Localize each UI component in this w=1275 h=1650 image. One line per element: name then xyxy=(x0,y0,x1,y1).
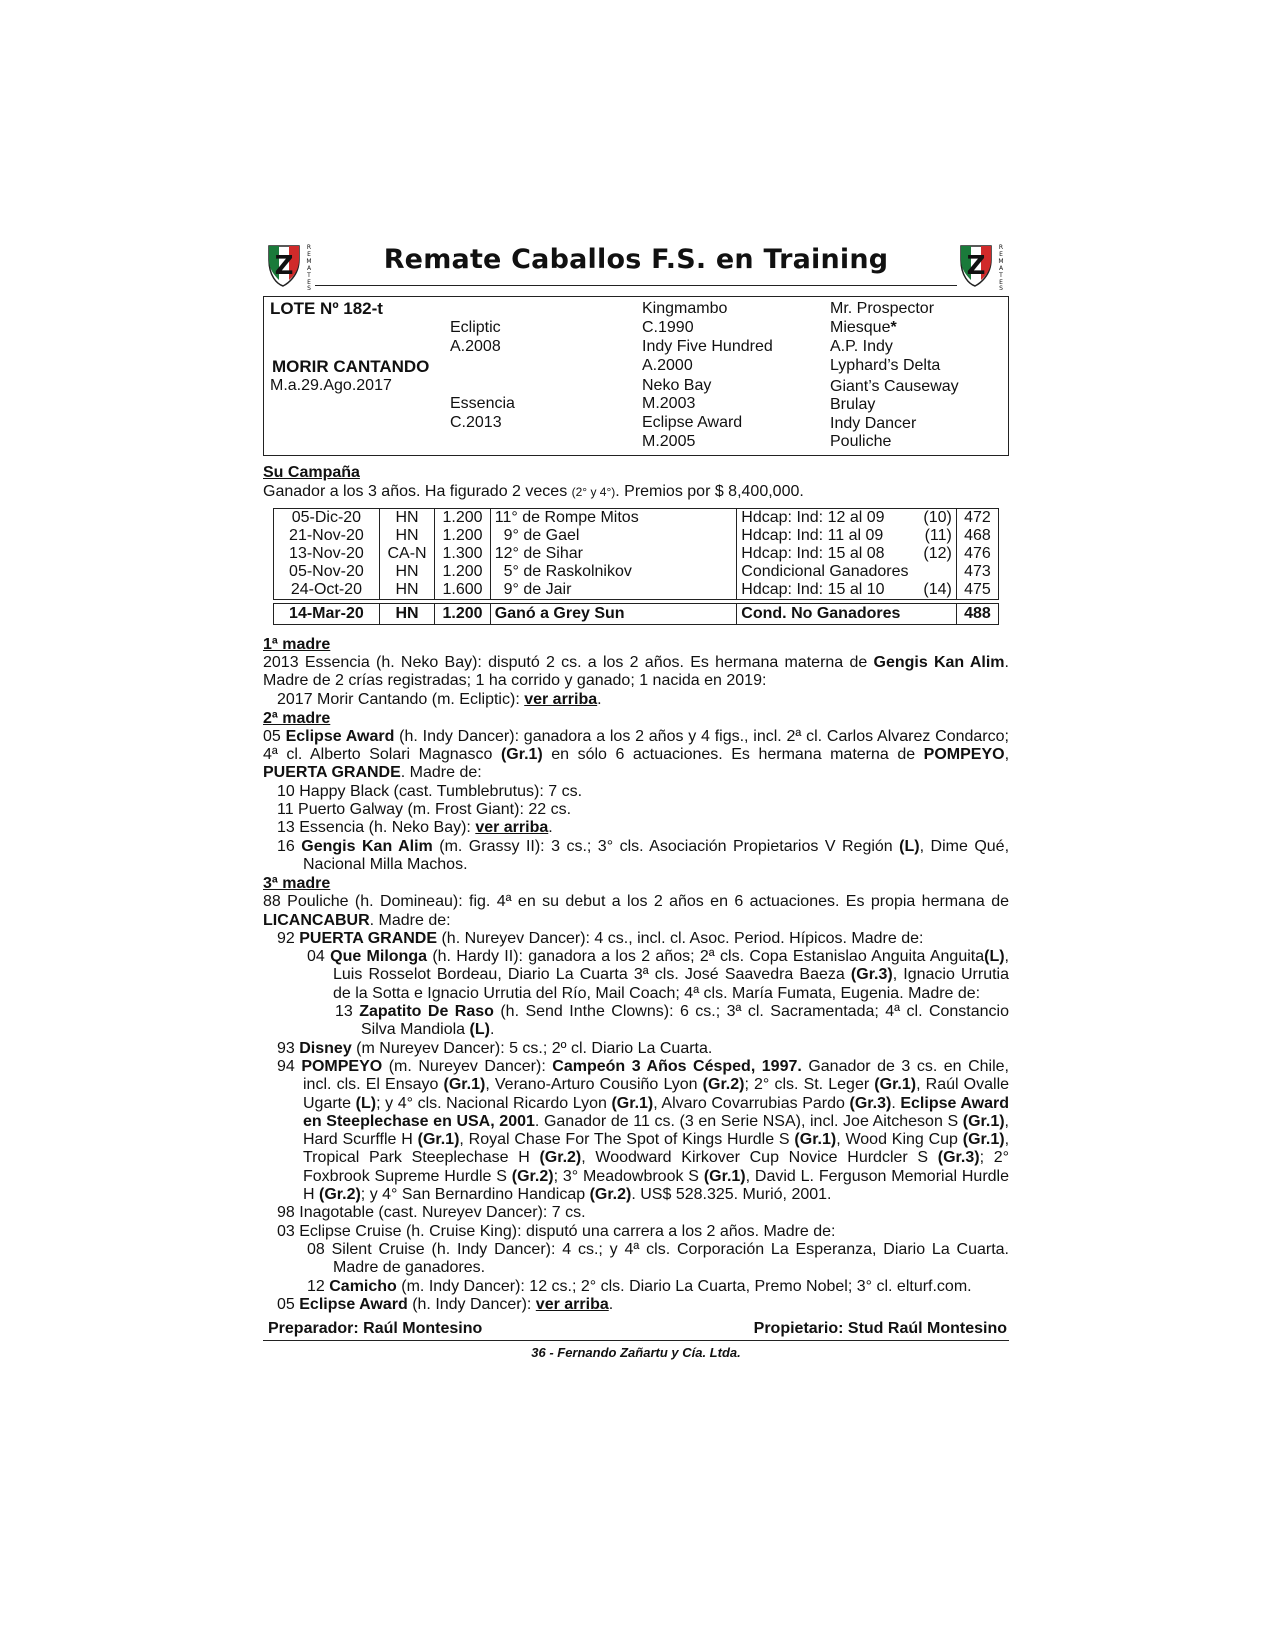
race-result: 9° de Gael xyxy=(490,527,737,545)
race-row xyxy=(274,509,999,528)
race-date: 05-Dic-20 xyxy=(274,509,380,528)
svg-text:E: E xyxy=(999,279,1003,286)
text: en sólo 6 actuaciones. Es hermana materna de xyxy=(542,746,924,764)
text-bold: Gengis Kan Alim xyxy=(873,654,1005,671)
svg-text:E: E xyxy=(307,251,311,258)
svg-text:Z: Z xyxy=(274,251,294,281)
text-bold: (Gr.2) xyxy=(319,1186,361,1204)
race-distance: 1.200 xyxy=(435,527,490,545)
svg-text:E: E xyxy=(999,251,1003,258)
ancestor-2-name: Miesque xyxy=(830,319,891,336)
text-bold: Camicho xyxy=(329,1277,397,1295)
text: ; 2° cls. St. Leger xyxy=(744,1076,875,1094)
third-dam-paragraph xyxy=(263,893,1009,930)
page-title: Remate Caballos F.S. en Training xyxy=(383,244,889,275)
text-bold: (Gr.1) xyxy=(794,1131,837,1149)
svg-text:A: A xyxy=(998,265,1004,272)
text: (h. Indy Dancer): ganadora a los 2 años y 4 figs., incl. 2ª cl. Carlos Alvarez Condarco; 4ª cl. Alberto Solari Magnasco xyxy=(263,727,1009,764)
text: , Tropical Park Steeplechase H xyxy=(303,1131,1010,1167)
text: 88 Pouliche (h. Domineau): fig. 4ª en su debut a los 2 años en 6 actuaciones. Es propia hermana de xyxy=(263,893,1009,911)
text: 13 Essencia (h. Neko Bay): xyxy=(277,819,476,837)
horse-name: MORIR CANTANDO xyxy=(272,357,430,376)
race-distance: 1.200 xyxy=(435,604,490,625)
text: . xyxy=(489,1021,495,1039)
svg-text:A: A xyxy=(306,265,312,272)
granddam-2-info: M.2005 xyxy=(642,433,696,450)
race-condition: Hdcap: Ind: 15 al 10 xyxy=(737,581,918,600)
offspring-item xyxy=(263,1058,1009,1204)
text-bold: (Gr.1) xyxy=(500,746,543,764)
svg-text:S: S xyxy=(999,285,1003,290)
offspring-item: 10 Happy Black (cast. Tumblebrutus): 7 cs. xyxy=(277,782,583,800)
text-bold: PUERTA GRANDE xyxy=(263,764,401,782)
text-bold: Eclipse Award xyxy=(285,727,395,745)
granddam-1: Indy Five Hundred xyxy=(642,338,773,355)
text: ; 2° Foxbrook Supreme Hurdle S xyxy=(303,1149,1009,1185)
text: . xyxy=(608,1295,614,1313)
ver-arriba-link: ver arriba xyxy=(475,819,549,837)
text-bold: Zapatito De Raso xyxy=(359,1003,494,1021)
campaign-text: Ganador a los 3 años. Ha figurado 2 veces xyxy=(263,483,572,500)
offspring-item: 98 Inagotable (cast. Nureyev Dancer): 7 cs. xyxy=(277,1204,586,1222)
text-bold: (Gr.1) xyxy=(962,1131,1005,1149)
winning-race-row xyxy=(274,604,999,625)
text: . xyxy=(597,690,602,708)
second-dam-title: 2ª madre xyxy=(263,709,331,727)
text: 16 xyxy=(277,837,302,855)
text-bold: POMPEYO xyxy=(301,1057,383,1075)
text: . US$ 528.325. Murió, 2001. xyxy=(631,1186,832,1204)
text: ; y 4° cls. Nacional Ricardo Lyon xyxy=(376,1094,612,1112)
offspring-item xyxy=(263,1296,1009,1314)
title-divider xyxy=(315,285,957,286)
text: . Madre de: xyxy=(369,911,451,929)
text-bold: Que Milonga xyxy=(330,948,427,966)
race-row xyxy=(274,563,999,581)
text: 13 xyxy=(335,1003,360,1021)
zr-logo-icon xyxy=(265,240,317,290)
race-condition: Hdcap: Ind: 15 al 08 xyxy=(737,545,918,563)
pedigree-box xyxy=(263,296,1009,456)
text-bold: (L) xyxy=(355,1094,377,1112)
text: ; y 4° San Bernardino Handicap xyxy=(360,1186,590,1204)
race-condition: Cond. No Ganadores xyxy=(737,604,957,625)
ancestor-8: Pouliche xyxy=(830,433,892,450)
campaign-placings: (2° y 4°) xyxy=(571,485,616,499)
text: , xyxy=(1004,746,1010,764)
ancestor-7: Indy Dancer xyxy=(830,415,917,432)
text: ; 3° Meadowbrook S xyxy=(553,1167,704,1185)
text-bold: (Gr.1) xyxy=(962,1112,1005,1130)
text: (m Nureyev Dancer): 5 cs.; 2º cl. Diario La Cuarta. xyxy=(351,1039,713,1057)
text-bold: (L) xyxy=(899,837,920,855)
race-field: (12) xyxy=(917,545,956,563)
race-track: HN xyxy=(379,563,434,581)
offspring-item xyxy=(263,930,1009,948)
offspring-item xyxy=(263,1278,1009,1296)
ver-arriba-link: ver arriba xyxy=(535,1295,609,1313)
owner-credit: Propietario: Stud Raúl Montesino xyxy=(753,1320,1007,1338)
granddam-2: Eclipse Award xyxy=(642,414,743,431)
race-track: HN xyxy=(379,527,434,545)
text-bold: (Gr.1) xyxy=(417,1131,460,1149)
text: 94 xyxy=(277,1057,302,1075)
races-table xyxy=(273,508,999,625)
svg-text:M: M xyxy=(306,258,312,265)
text: . Ganador de 11 cs. (3 en Serie NSA), incl. Joe Aitcheson S xyxy=(534,1112,963,1130)
race-field: (14) xyxy=(917,581,956,600)
text: (h. Send Inthe Clowns): 6 cs.; 3ª cl. Sacramentada; 4ª cl. Constancio Silva Mandiola xyxy=(361,1003,1009,1039)
text-bold: (Gr.2) xyxy=(702,1076,745,1094)
text: , Ignacio Urrutia de la Sotta e Ignacio Urrutia del Río, Mail Coach; 4ª cls. María Fumata, Eugenia. Madre de: xyxy=(333,966,1009,1002)
text-bold: (Gr.2) xyxy=(589,1186,632,1204)
race-row xyxy=(274,527,999,545)
grandsire-2-info: M.2003 xyxy=(642,395,696,412)
race-condition: Condicional Ganadores xyxy=(737,563,918,581)
text: . Madre de 2 crías registradas; 1 ha corrido y ganado; 1 nacida en 2019: xyxy=(263,654,1009,690)
svg-text:R: R xyxy=(998,244,1004,251)
text: , Alvaro Covarrubias Pardo xyxy=(653,1094,850,1112)
ancestor-1: Mr. Prospector xyxy=(830,300,935,317)
text: , Luis Rosselot Bordeau, Diario La Cuarta 3ª cls. José Saavedra Baeza xyxy=(333,948,1009,984)
race-row xyxy=(274,545,999,563)
text: (m. Indy Dancer): 12 cs.; 2° cls. Diario La Cuarta, Premo Nobel; 3° cl. elturf.com. xyxy=(396,1277,972,1295)
sire-name: Ecliptic xyxy=(450,319,501,336)
first-dam-offspring xyxy=(263,691,1009,709)
race-row xyxy=(274,581,999,600)
race-weight: 475 xyxy=(956,581,998,600)
text-bold: (Gr.3) xyxy=(937,1149,980,1167)
campaign-section xyxy=(263,463,1009,502)
offspring-item xyxy=(263,948,1009,1003)
race-track: HN xyxy=(379,581,434,600)
ancestor-5: Giant’s Causeway xyxy=(830,378,959,395)
document-page xyxy=(263,240,1009,1360)
grandsire-1-info: C.1990 xyxy=(642,319,694,336)
granddam-1-info: A.2000 xyxy=(642,357,693,374)
campaign-summary xyxy=(263,482,1009,502)
text-bold: POMPEYO xyxy=(923,746,1005,764)
pedigree-notes xyxy=(263,635,1009,1314)
page-footer: 36 - Fernando Zañartu y Cía. Ltda. xyxy=(531,1345,741,1361)
text-bold: (Gr.1) xyxy=(703,1167,746,1185)
dam-info: C.2013 xyxy=(450,414,502,431)
ver-arriba-link: ver arriba xyxy=(524,690,598,708)
offspring-item xyxy=(263,838,1009,875)
dam-name: Essencia xyxy=(450,395,515,412)
race-date: 13-Nov-20 xyxy=(274,545,380,563)
lot-number: LOTE Nº 182-t xyxy=(270,299,383,318)
race-track: HN xyxy=(379,509,434,528)
credits-row xyxy=(263,1318,1009,1340)
svg-text:T: T xyxy=(307,272,311,279)
text: , Royal Chase For The Spot of Kings Hurdle S xyxy=(459,1131,795,1149)
text: (h. Nureyev Dancer): 4 cs., incl. cl. Asoc. Period. Hípicos. Madre de: xyxy=(437,929,924,947)
offspring-item: 08 Silent Cruise (h. Indy Dancer): 4 cs.; y 4ª cls. Corporación La Esperanza, Diario La Cuarta. Madre de ganadores. xyxy=(307,1240,1009,1277)
offspring-item xyxy=(263,1003,1009,1040)
race-date: 05-Nov-20 xyxy=(274,563,380,581)
first-dam-title: 1ª madre xyxy=(263,636,331,653)
trainer-credit: Preparador: Raúl Montesino xyxy=(268,1320,483,1338)
text: 05 xyxy=(277,1295,300,1313)
race-weight: 473 xyxy=(956,563,998,581)
svg-text:S: S xyxy=(307,285,311,290)
text-bold: (L) xyxy=(469,1021,490,1039)
text-bold: Gengis Kan Alim xyxy=(301,837,433,855)
offspring-item xyxy=(263,819,1009,837)
race-field: (11) xyxy=(917,527,956,545)
ancestor-6: Brulay xyxy=(830,396,876,413)
ancestor-2 xyxy=(830,318,897,337)
text: . Madre de: xyxy=(400,764,482,782)
race-distance: 1.200 xyxy=(435,563,490,581)
svg-text:M: M xyxy=(998,258,1004,265)
race-condition: Hdcap: Ind: 11 al 09 xyxy=(737,527,918,545)
third-dam-title: 3ª madre xyxy=(263,875,331,893)
grandsire-2: Neko Bay xyxy=(642,377,712,394)
text: 93 xyxy=(277,1039,300,1057)
text: 04 xyxy=(307,948,331,966)
text: , Woodward Kirkover Cup Novice Hurdcler S xyxy=(581,1149,938,1167)
race-distance: 1.200 xyxy=(435,509,490,528)
svg-text:R: R xyxy=(306,244,312,251)
text: 92 xyxy=(277,929,300,947)
race-weight: 488 xyxy=(956,604,998,625)
first-dam-paragraph xyxy=(263,654,1009,691)
race-date: 14-Mar-20 xyxy=(274,604,380,625)
text: . xyxy=(548,819,553,837)
svg-text:T: T xyxy=(999,272,1003,279)
text-bold: (Gr.3) xyxy=(849,1094,892,1112)
race-result: 5° de Raskolnikov xyxy=(490,563,737,581)
text-bold: (Gr.3) xyxy=(850,966,893,984)
race-date: 24-Oct-20 xyxy=(274,581,380,600)
text: , Hard Scurffle H xyxy=(303,1112,1009,1149)
race-distance: 1.600 xyxy=(435,581,490,600)
text-bold: (Gr.1) xyxy=(874,1076,917,1094)
text-bold: PUERTA GRANDE xyxy=(299,929,438,947)
text-bold: (Gr.1) xyxy=(443,1076,486,1094)
svg-text:Z: Z xyxy=(966,251,986,281)
footer-divider xyxy=(263,1340,1009,1341)
sire-info: A.2008 xyxy=(450,338,501,355)
race-weight: 472 xyxy=(956,509,998,528)
header xyxy=(263,240,1009,296)
text: , Verano-Arturo Cousiño Lyon xyxy=(485,1076,703,1094)
race-result: 9° de Jair xyxy=(490,581,737,600)
race-track: HN xyxy=(379,604,434,625)
race-result: 12° de Sihar xyxy=(490,545,737,563)
race-result: Ganó a Grey Sun xyxy=(490,604,737,625)
text: 2017 Morir Cantando (m. Ecliptic): xyxy=(277,690,525,708)
ancestor-3: A.P. Indy xyxy=(830,338,893,355)
text: , Raúl Ovalle Ugarte xyxy=(303,1076,1010,1112)
text: Ganador de 3 cs. en Chile, incl. cls. El Ensayo xyxy=(303,1057,1010,1094)
text-bold: (Gr.2) xyxy=(539,1149,582,1167)
svg-text:E: E xyxy=(307,279,311,286)
text-bold: Campeón 3 Años Césped, 1997. xyxy=(552,1057,802,1075)
race-track: CA-N xyxy=(379,545,434,563)
text: (h. Hardy II): ganadora a los 2 años; 2ª cls. Copa Estanislao Anguita Anguita xyxy=(427,948,985,966)
offspring-item xyxy=(263,1040,1009,1058)
campaign-title: Su Campaña xyxy=(263,464,360,481)
text-bold: Disney xyxy=(299,1039,352,1057)
text-bold: Eclipse Award en Steeplechase en USA, 2001 xyxy=(303,1094,1010,1130)
race-weight: 468 xyxy=(956,527,998,545)
race-field xyxy=(917,563,956,581)
star-mark: * xyxy=(890,319,897,336)
race-distance: 1.300 xyxy=(435,545,490,563)
text: 2013 Essencia (h. Neko Bay): disputó 2 cs. a los 2 años. Es hermana materna de xyxy=(263,654,874,671)
second-dam-paragraph xyxy=(263,728,1009,783)
text-bold: (Gr.2) xyxy=(511,1167,554,1185)
text: , Dime Qué, Nacional Milla Machos. xyxy=(303,837,1010,873)
text: (m. Grassy II): 3 cs.; 3° cls. Asociación Propietarios V Región xyxy=(432,837,900,855)
race-condition: Hdcap: Ind: 12 al 09 xyxy=(737,509,918,528)
text: (h. Indy Dancer): xyxy=(407,1295,536,1313)
text-bold: (Gr.1) xyxy=(611,1094,654,1112)
race-result: 11° de Rompe Mitos xyxy=(490,509,737,528)
race-date: 21-Nov-20 xyxy=(274,527,380,545)
text: , David L. Ferguson Memorial Hurdle H xyxy=(303,1167,1010,1204)
race-field: (10) xyxy=(917,509,956,528)
horse-info: M.a.29.Ago.2017 xyxy=(270,377,392,394)
text: 05 xyxy=(263,727,286,745)
ancestor-4: Lyphard’s Delta xyxy=(830,357,941,374)
race-weight: 476 xyxy=(956,545,998,563)
text-bold: LICANCABUR xyxy=(263,911,370,929)
zr-logo-icon xyxy=(957,240,1009,290)
text: , Wood King Cup xyxy=(836,1131,963,1149)
offspring-item: 11 Puerto Galway (m. Frost Giant): 22 cs. xyxy=(277,801,572,819)
text: (m. Nureyev Dancer): xyxy=(382,1057,553,1075)
text-bold: (L) xyxy=(984,948,1005,966)
grandsire-1: Kingmambo xyxy=(642,300,728,317)
offspring-item: 03 Eclipse Cruise (h. Cruise King): disputó una carrera a los 2 años. Madre de: xyxy=(277,1222,836,1240)
text: 12 xyxy=(307,1277,330,1295)
campaign-prizes: . Premios por $ 8,400,000. xyxy=(615,483,804,500)
text-bold: Eclipse Award xyxy=(299,1295,408,1313)
text: . xyxy=(891,1094,901,1112)
